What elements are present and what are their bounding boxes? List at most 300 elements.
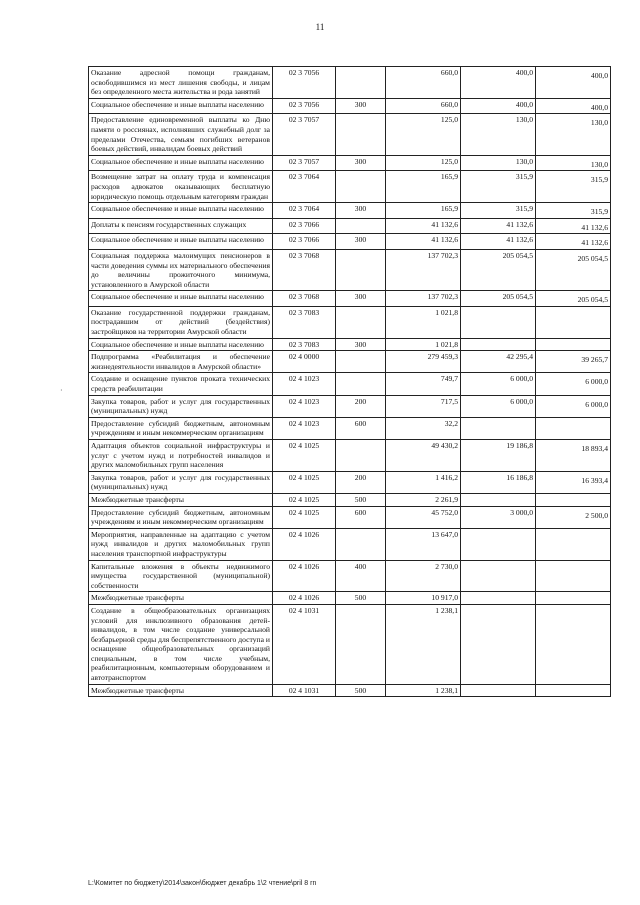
row-amount-2017-text: 400,0 [590,102,608,112]
row-amount-2015-cell [386,234,461,250]
row-amount-2017-text: 41 132,6 [581,238,608,248]
row-code-text: 02 4 1026 [288,529,320,539]
row-amount-2017-cell [536,506,611,528]
row-amount-2016-cell [461,351,536,373]
row-code-cell [273,684,336,697]
row-amount-2016-text: 315,9 [515,204,533,214]
table-row [89,351,611,373]
page-number: 11 [315,22,325,32]
row-name-cell [89,171,273,203]
row-expense-type-text: 400 [354,561,367,571]
row-name-text: Социальное обеспечение и иные выплаты населению [91,156,264,166]
row-expense-type-cell [336,493,386,506]
row-name-cell [89,338,273,351]
row-code-cell [273,604,336,684]
table-row [89,67,611,99]
row-name-text: Создание и оснащение пунктов проката технических средств реабилитации [91,374,270,394]
row-amount-2016-cell [461,373,536,395]
row-name-text: Социальное обеспечение и иные выплаты населению [91,204,264,214]
row-amount-2015-cell [386,338,461,351]
row-code-cell [273,506,336,528]
table-row [89,171,611,203]
row-amount-2017-cell [536,440,611,472]
row-name-cell [89,493,273,506]
row-amount-2016-text: 130,0 [515,115,533,125]
row-amount-2017-text: 130,0 [590,118,608,128]
row-name-text: Подпрограмма «Реабилитация и обеспечение жизнедеятельности инвалидов в Амурской области» [91,352,270,371]
row-amount-2015-cell [386,171,461,203]
row-amount-2017-cell [536,493,611,506]
row-code-cell [273,114,336,155]
row-amount-2016-cell [461,493,536,506]
row-expense-type-cell [336,98,386,114]
row-amount-2015-cell [386,67,461,99]
table-row [89,338,611,351]
table-row [89,528,611,560]
row-amount-2015-text: 41 132,6 [431,219,458,229]
table-row [89,249,611,290]
row-amount-2015-text: 165,9 [440,172,458,182]
row-amount-2015-cell [386,506,461,528]
row-amount-2015-cell [386,249,461,290]
row-expense-type-text: 200 [354,472,367,482]
row-code-text: 02 3 7064 [288,204,320,214]
row-code-text: 02 4 0000 [288,352,320,362]
row-amount-2017-text: 315,9 [590,207,608,217]
budget-table [88,66,611,697]
row-code-text: 02 4 1025 [288,441,320,450]
table-row [89,440,611,472]
row-expense-type-cell [336,114,386,155]
table-row [89,684,611,697]
row-expense-type-cell [336,560,386,592]
row-code-cell [273,395,336,417]
row-code-cell [273,171,336,203]
row-amount-2016-text: 6 000,0 [510,374,533,384]
row-code-text: 02 4 1023 [288,418,320,428]
row-amount-2017-cell [536,684,611,697]
row-amount-2017-cell [536,417,611,439]
row-amount-2017-text: 130,0 [590,159,608,169]
table-row [89,373,611,395]
row-expense-type-cell [336,684,386,697]
row-expense-type-cell [336,234,386,250]
row-amount-2017-cell [536,114,611,155]
row-code-cell [273,234,336,250]
table-row [89,395,611,417]
row-name-text: Адаптация объектов социальной инфраструктуры и услуг с учетом нужд и потребностей инвалидов и других маломобильных групп населения [91,441,270,470]
row-amount-2015-text: 125,0 [440,115,458,125]
row-name-cell [89,528,273,560]
row-name-text: Межбюджетные трансферты [91,593,184,603]
row-amount-2016-text: 16 186,8 [506,472,533,482]
row-code-cell [273,218,336,234]
row-name-cell [89,306,273,338]
row-amount-2017-cell [536,471,611,493]
table-row [89,417,611,439]
row-code-cell [273,373,336,395]
row-expense-type-cell [336,155,386,171]
row-code-text: 02 3 7057 [288,156,320,166]
row-amount-2017-cell [536,592,611,605]
row-name-text: Социальное обеспечение и иные выплаты населению [91,235,264,245]
row-expense-type-cell [336,417,386,439]
row-amount-2016-cell [461,67,536,99]
row-amount-2015-cell [386,528,461,560]
row-code-cell [273,592,336,605]
row-name-text: Социальная поддержка малоимущих пенсионеров в части доведения суммы их материального обеспечения до величины прожиточного минимума, установленного в Амурской области [91,250,270,289]
row-amount-2016-cell [461,338,536,351]
row-code-text: 02 4 1031 [288,605,320,615]
row-amount-2015-cell [386,395,461,417]
table-row [89,234,611,250]
row-amount-2015-cell [386,155,461,171]
row-name-cell [89,203,273,219]
row-name-text: Предоставление субсидий бюджетным, автономным учреждениям и иным некоммерческим организациям [91,507,270,527]
row-amount-2016-text: 6 000,0 [510,396,533,406]
row-expense-type-text: 500 [354,494,367,504]
row-amount-2015-text: 1 021,8 [435,339,458,349]
row-amount-2016-cell [461,203,536,219]
row-amount-2015-text: 13 647,0 [431,529,458,539]
row-amount-2016-cell [461,684,536,697]
row-amount-2016-cell [461,155,536,171]
row-amount-2016-text: 19 186,8 [506,441,533,450]
row-code-cell [273,351,336,373]
row-name-text: Предоставление единовременной выплаты ко Дню памяти о россиянах, исполнявших служебный долг за пределами Отечества, семьям погибших ветеранов боевых действий, инвалидам боевых действий [91,115,270,154]
table-row [89,291,611,307]
row-amount-2015-text: 660,0 [440,99,458,109]
table-row [89,471,611,493]
row-amount-2016-text: 205 054,5 [502,250,533,260]
row-name-text: Оказание государственной поддержки гражданам, пострадавшим от действий (бездействия) застройщиков на территории Амурской области [91,307,270,337]
table-row [89,493,611,506]
row-code-text: 02 3 7083 [288,307,320,317]
row-code-cell [273,98,336,114]
row-expense-type-text: 300 [354,156,367,166]
row-name-text: Межбюджетные трансферты [91,494,184,504]
row-amount-2015-cell [386,306,461,338]
row-amount-2017-text: 16 393,4 [581,475,608,485]
row-amount-2016-text: 130,0 [515,156,533,166]
row-expense-type-cell [336,373,386,395]
row-code-cell [273,440,336,472]
row-name-cell [89,471,273,493]
row-code-cell [273,306,336,338]
row-amount-2017-text: 2 500,0 [585,510,608,520]
row-amount-2016-text: 41 132,6 [506,219,533,229]
row-amount-2017-cell [536,306,611,338]
table-row [89,604,611,684]
table-row [89,306,611,338]
row-amount-2016-text: 205 054,5 [502,292,533,302]
row-code-text: 02 3 7056 [288,99,320,109]
row-expense-type-cell [336,506,386,528]
row-amount-2017-cell [536,373,611,395]
row-expense-type-cell [336,440,386,472]
row-code-cell [273,493,336,506]
row-amount-2016-cell [461,560,536,592]
table-row [89,98,611,114]
table-row [89,560,611,592]
row-amount-2017-cell [536,155,611,171]
row-code-text: 02 3 7083 [288,339,320,349]
table-row [89,203,611,219]
row-name-text: Социальное обеспечение и иные выплаты населению [91,292,264,302]
row-amount-2015-text: 49 430,2 [431,441,458,450]
row-amount-2015-text: 45 752,0 [431,507,458,517]
row-expense-type-cell [336,338,386,351]
row-name-text: Капитальные вложения в объекты недвижимого имущества государственной (муниципальной) собственности [91,561,270,590]
row-expense-type-text: 300 [354,292,367,302]
row-amount-2017-cell [536,234,611,250]
row-name-cell [89,114,273,155]
row-amount-2015-cell [386,373,461,395]
row-expense-type-cell [336,171,386,203]
row-code-text: 02 4 1031 [288,685,320,695]
row-expense-type-text: 300 [354,99,367,109]
row-amount-2017-text: 18 893,4 [581,444,608,453]
row-amount-2016-cell [461,506,536,528]
row-name-text: Возмещение затрат на оплату труда и компенсация расходов адвокатов оказывающих бесплатную юридическую помощь отдельным категориям граждан [91,172,270,201]
row-name-text: Закупка товаров, работ и услуг для государственных (муниципальных) нужд [91,472,270,492]
row-expense-type-cell [336,249,386,290]
row-amount-2016-text: 400,0 [515,99,533,109]
row-amount-2015-cell [386,351,461,373]
row-code-text: 02 3 7057 [288,115,320,125]
row-name-cell [89,592,273,605]
row-expense-type-cell [336,291,386,307]
row-amount-2015-cell [386,592,461,605]
row-expense-type-cell [336,306,386,338]
row-amount-2015-cell [386,440,461,472]
row-name-cell [89,604,273,684]
table-row [89,114,611,155]
row-amount-2015-text: 137 702,3 [427,250,458,260]
row-amount-2015-text: 1 021,8 [435,307,458,317]
row-code-cell [273,338,336,351]
row-code-text: 02 4 1025 [288,472,320,482]
row-code-text: 02 4 1026 [288,561,320,571]
row-expense-type-cell [336,604,386,684]
row-amount-2017-text: 400,0 [590,71,608,80]
budget-table-body [89,67,611,697]
row-name-cell [89,155,273,171]
row-name-cell [89,98,273,114]
row-amount-2017-cell [536,528,611,560]
row-amount-2015-text: 137 702,3 [427,292,458,302]
row-name-text: Создание в общеобразовательных организациях условий для инклюзивного образования детей-инвалидов, в том числе создание универсальной безбарьерной среды для беспрепятственного доступа и оснащение общеобразовательных организаций специальным, в том числе учебным, реабилитационным, компьютерным оборудованием и автотранспортом [91,605,270,683]
row-amount-2016-cell [461,98,536,114]
row-amount-2015-cell [386,98,461,114]
row-name-text: Доплаты к пенсиям государственных служащих [91,219,247,229]
row-code-cell [273,291,336,307]
row-amount-2015-cell [386,417,461,439]
row-name-cell [89,440,273,472]
row-expense-type-cell [336,528,386,560]
row-name-cell [89,684,273,697]
row-amount-2017-cell [536,560,611,592]
row-name-text: Социальное обеспечение и иные выплаты населению [91,339,264,349]
row-expense-type-text: 600 [354,507,367,517]
row-amount-2015-cell [386,604,461,684]
table-row [89,155,611,171]
row-amount-2017-text: 39 265,7 [581,355,608,365]
row-amount-2017-cell [536,604,611,684]
row-name-cell [89,395,273,417]
row-amount-2017-cell [536,351,611,373]
row-amount-2017-text: 205 054,5 [577,295,608,305]
row-name-cell [89,218,273,234]
row-expense-type-text: 500 [354,593,367,603]
row-amount-2015-text: 2 261,9 [435,494,458,504]
row-amount-2016-cell [461,171,536,203]
row-name-cell [89,417,273,439]
row-amount-2016-cell [461,471,536,493]
row-amount-2016-cell [461,306,536,338]
row-amount-2016-cell [461,528,536,560]
table-row [89,506,611,528]
row-amount-2016-cell [461,218,536,234]
row-amount-2017-text: 205 054,5 [577,253,608,263]
row-amount-2015-text: 41 132,6 [431,235,458,245]
row-name-cell [89,67,273,99]
row-amount-2017-cell [536,171,611,203]
row-name-text: Мероприятия, направленные на адаптацию с учетом нужд инвалидов и других маломобильных групп населения транспортной инфраструктуры [91,529,270,558]
row-amount-2016-cell [461,291,536,307]
row-code-cell [273,249,336,290]
row-code-cell [273,417,336,439]
row-code-text: 02 4 1025 [288,494,320,504]
row-code-cell [273,155,336,171]
row-amount-2015-text: 165,9 [440,204,458,214]
row-amount-2017-cell [536,67,611,99]
row-amount-2015-text: 1 238,1 [435,685,458,695]
row-name-cell [89,291,273,307]
row-amount-2015-text: 2 730,0 [435,561,458,571]
row-expense-type-text: 300 [354,235,367,245]
row-amount-2016-cell [461,234,536,250]
row-amount-2015-text: 10 917,0 [431,593,458,603]
row-amount-2016-cell [461,417,536,439]
row-name-text: Закупка товаров, работ и услуг для государственных (муниципальных) нужд [91,396,270,416]
row-code-text: 02 4 1023 [288,374,320,384]
row-name-cell [89,373,273,395]
table-row [89,592,611,605]
row-amount-2016-text: 41 132,6 [506,235,533,245]
row-code-text: 02 3 7066 [288,219,320,229]
row-amount-2017-cell [536,291,611,307]
row-amount-2016-text: 42 295,4 [506,352,533,362]
row-amount-2017-cell [536,218,611,234]
row-expense-type-cell [336,218,386,234]
row-amount-2016-cell [461,114,536,155]
row-expense-type-text: 200 [354,396,367,406]
row-expense-type-text: 600 [354,418,367,428]
row-amount-2015-cell [386,114,461,155]
row-expense-type-cell [336,203,386,219]
row-name-cell [89,560,273,592]
row-amount-2017-text: 6 000,0 [585,377,608,387]
row-amount-2016-cell [461,592,536,605]
row-amount-2015-text: 1 238,1 [435,605,458,615]
row-code-cell [273,471,336,493]
row-amount-2016-text: 3 000,0 [510,507,533,517]
row-name-text: Межбюджетные трансферты [91,685,184,695]
row-name-cell [89,234,273,250]
row-amount-2016-cell [461,604,536,684]
row-amount-2015-text: 749,7 [440,374,458,384]
margin-mark: · [60,386,63,395]
row-code-text: 02 3 7066 [288,235,320,245]
row-amount-2016-cell [461,440,536,472]
row-expense-type-text: 300 [354,339,367,349]
row-amount-2017-text: 41 132,6 [581,222,608,232]
row-amount-2016-text: 400,0 [515,68,533,77]
row-amount-2015-text: 32,2 [444,418,458,428]
row-code-text: 02 4 1026 [288,593,320,603]
row-code-text: 02 4 1025 [288,507,320,517]
row-amount-2015-cell [386,560,461,592]
file-path-footer: L:\Комитет по бюджету\2014\закон\бюджет декабрь 1\2 чтение\pril 8 rn [88,880,317,887]
row-name-text: Оказание адресной помощи гражданам, освободившимся из мест лишения свободы, и лицам без определенного места жительства и рода занятий [91,68,270,97]
row-expense-type-cell [336,67,386,99]
row-name-cell [89,351,273,373]
row-code-text: 02 3 7068 [288,250,320,260]
table-row [89,218,611,234]
row-expense-type-text: 500 [354,685,367,695]
row-code-cell [273,560,336,592]
row-amount-2017-cell [536,98,611,114]
row-amount-2015-cell [386,493,461,506]
row-code-cell [273,67,336,99]
row-amount-2016-cell [461,395,536,417]
row-expense-type-cell [336,351,386,373]
row-name-text: Социальное обеспечение и иные выплаты населению [91,99,264,109]
row-amount-2015-cell [386,218,461,234]
row-code-text: 02 3 7068 [288,292,320,302]
row-name-cell [89,506,273,528]
row-amount-2015-text: 279 459,3 [427,352,458,362]
row-amount-2017-cell [536,338,611,351]
row-code-cell [273,203,336,219]
row-amount-2016-cell [461,249,536,290]
row-expense-type-cell [336,471,386,493]
row-code-text: 02 4 1023 [288,396,320,406]
row-expense-type-text: 300 [354,204,367,214]
row-code-text: 02 3 7064 [288,172,320,182]
row-amount-2017-text: 315,9 [590,175,608,185]
row-amount-2015-cell [386,203,461,219]
row-name-text: Предоставление субсидий бюджетным, автономным учреждениям и иным некоммерческим организациям [91,418,270,438]
row-amount-2015-cell [386,291,461,307]
row-code-text: 02 3 7056 [288,68,320,77]
row-amount-2016-text: 315,9 [515,172,533,182]
row-amount-2017-cell [536,249,611,290]
row-amount-2015-text: 125,0 [440,156,458,166]
row-amount-2015-text: 717,5 [440,396,458,406]
row-name-cell [89,249,273,290]
row-amount-2015-text: 660,0 [440,68,458,77]
row-expense-type-cell [336,395,386,417]
row-amount-2017-text: 6 000,0 [585,399,608,409]
row-code-cell [273,528,336,560]
row-expense-type-cell [336,592,386,605]
row-amount-2017-cell [536,203,611,219]
row-amount-2015-cell [386,471,461,493]
row-amount-2017-cell [536,395,611,417]
row-amount-2015-cell [386,684,461,697]
